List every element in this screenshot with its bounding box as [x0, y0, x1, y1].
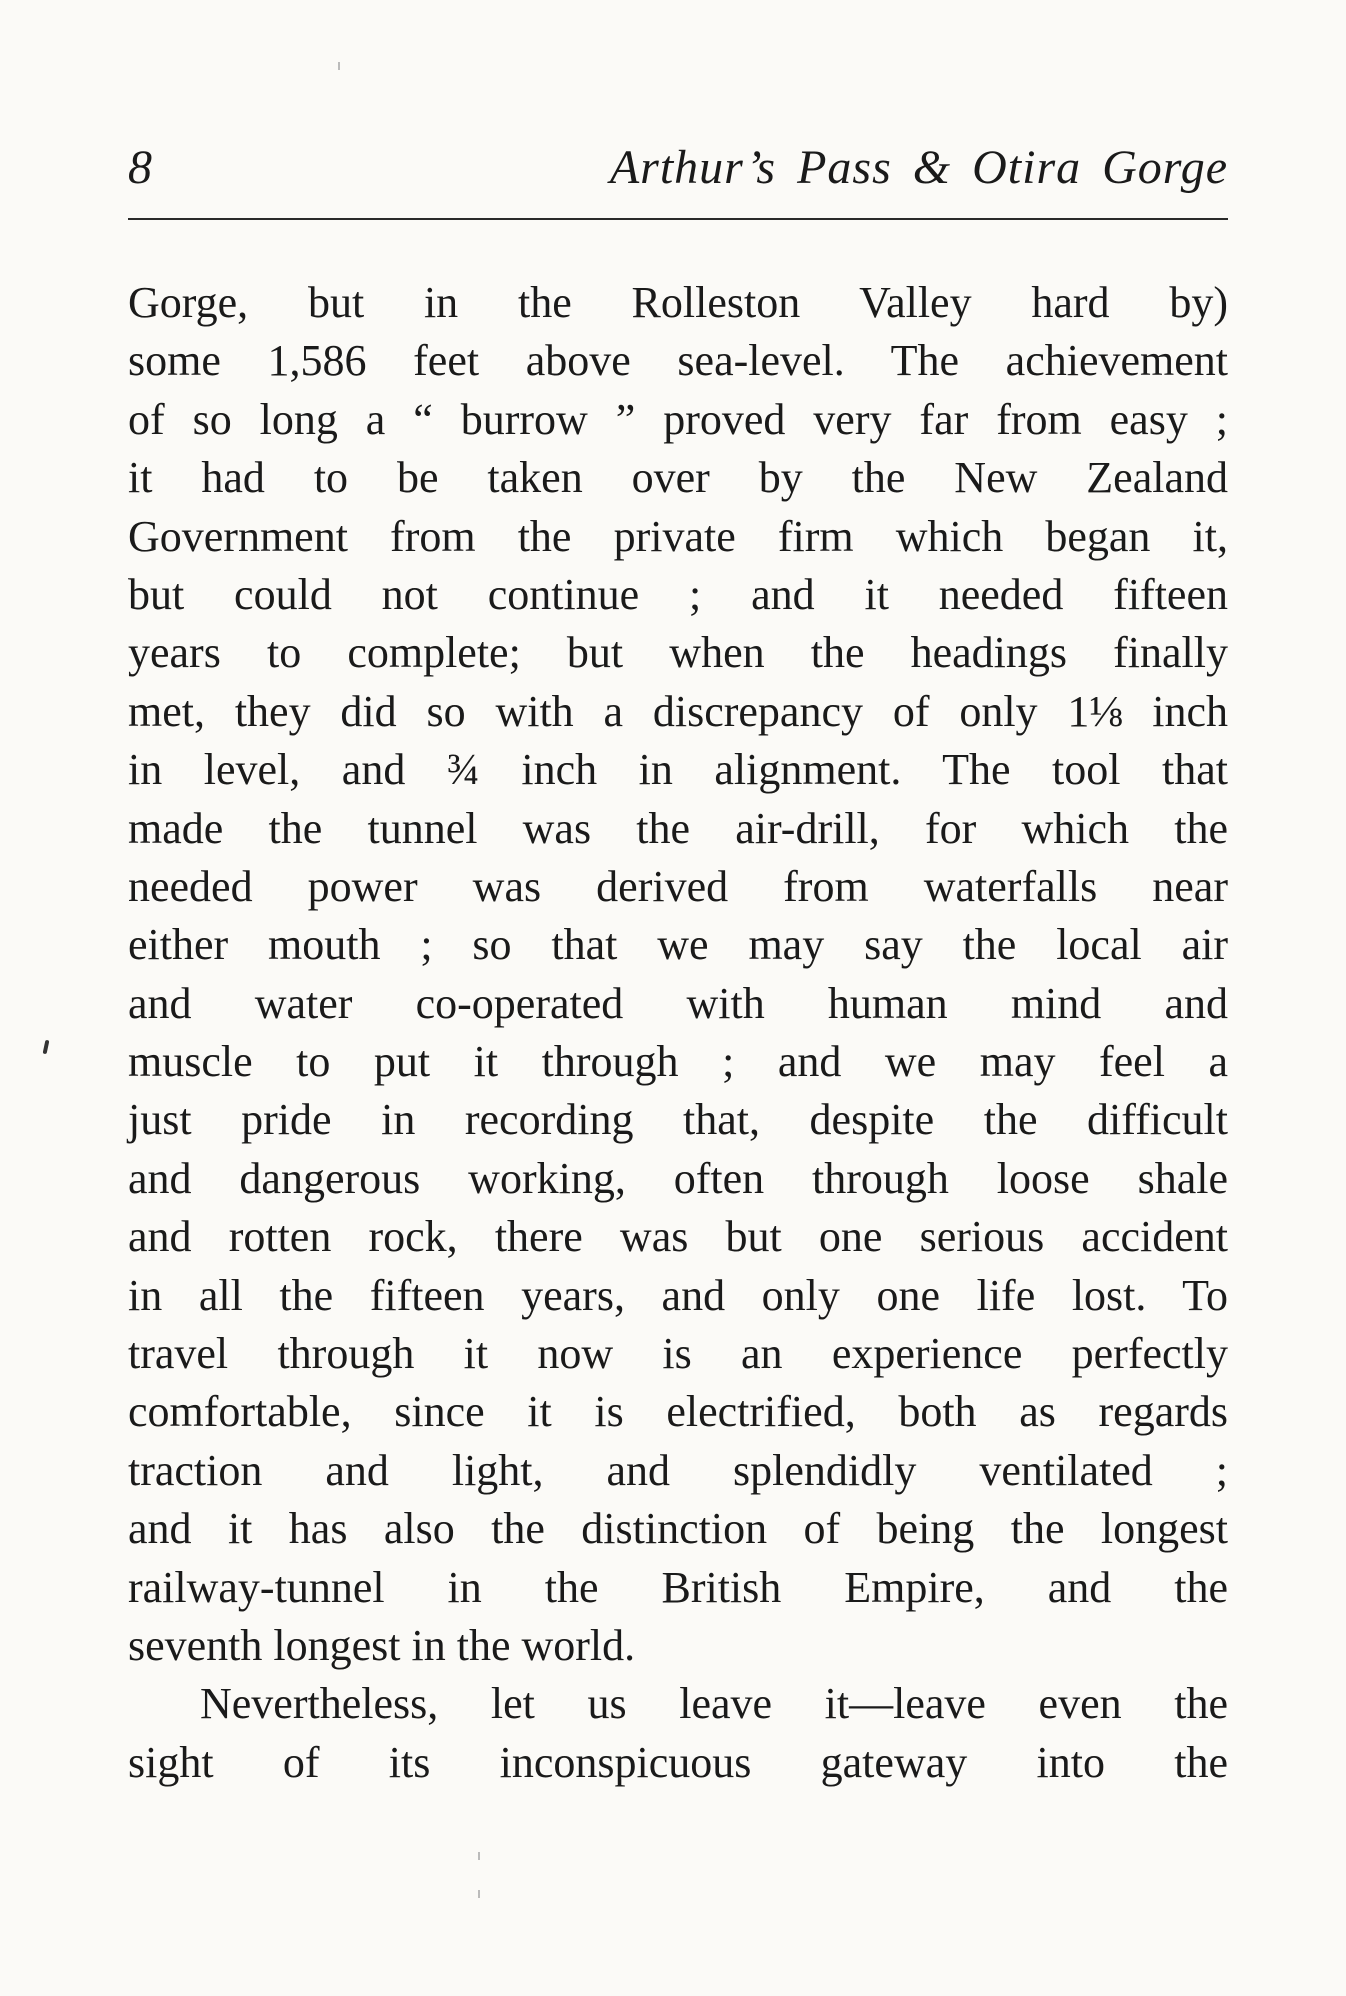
- text-line: met, they did so with a discrepancy of only 1⅛ inch: [128, 686, 1228, 736]
- text-line: made the tunnel was the air-drill, for which the: [128, 803, 1228, 853]
- page-number: 8: [128, 141, 152, 194]
- text-line: years to complete; but when the headings finally: [128, 628, 1228, 678]
- text-line: Government from the private firm which began it,: [128, 511, 1228, 561]
- text-line: Gorge, but in the Rolleston Valley hard by): [128, 278, 1228, 327]
- text-line: and rotten rock, there was but one serious accident: [128, 1212, 1228, 1262]
- text-line: and dangerous working, often through loose shale: [128, 1153, 1228, 1203]
- header-rule: [128, 218, 1228, 220]
- text-line: either mouth ; so that we may say the local air: [128, 920, 1228, 970]
- text-line: traction and light, and splendidly ventilated ;: [128, 1445, 1228, 1495]
- paragraph-start-line: Nevertheless, let us leave it—leave even the: [200, 1679, 1228, 1729]
- text-line: it had to be taken over by the New Zealand: [128, 453, 1228, 503]
- text-line: of so long a “ burrow ” proved very far from easy ;: [128, 394, 1228, 444]
- text-line: just pride in recording that, despite the difficult: [128, 1095, 1228, 1145]
- paper-speck: [478, 1890, 480, 1898]
- running-head: [128, 138, 1228, 198]
- text-line: sight of its inconspicuous gateway into the: [128, 1737, 1228, 1787]
- text-line: travel through it now is an experience perfectly: [128, 1329, 1228, 1379]
- margin-mark: [43, 1040, 50, 1055]
- text-line: muscle to put it through ; and we may feel a: [128, 1037, 1228, 1087]
- running-title: Arthur’s Pass & Otira Gorge: [609, 141, 1228, 194]
- text-line: some 1,586 feet above sea-level. The achievement: [128, 336, 1228, 386]
- text-line: and it has also the distinction of being the longest: [128, 1504, 1228, 1554]
- paragraph-end-line: seventh longest in the world.: [128, 1620, 636, 1670]
- text-line: comfortable, since it is electrified, both as regards: [128, 1387, 1228, 1437]
- body-text: [128, 274, 1228, 1792]
- text-line: needed power was derived from waterfalls near: [128, 861, 1228, 911]
- text-line: but could not continue ; and it needed fifteen: [128, 569, 1228, 619]
- paper-speck: [338, 62, 340, 70]
- text-line: in level, and ¾ inch in alignment. The tool that: [128, 745, 1228, 795]
- text-line: and water co-operated with human mind and: [128, 978, 1228, 1028]
- text-line: railway-tunnel in the British Empire, and the: [128, 1562, 1228, 1612]
- paper-speck: [478, 1852, 480, 1860]
- text-line: in all the fifteen years, and only one life lost. To: [128, 1270, 1228, 1320]
